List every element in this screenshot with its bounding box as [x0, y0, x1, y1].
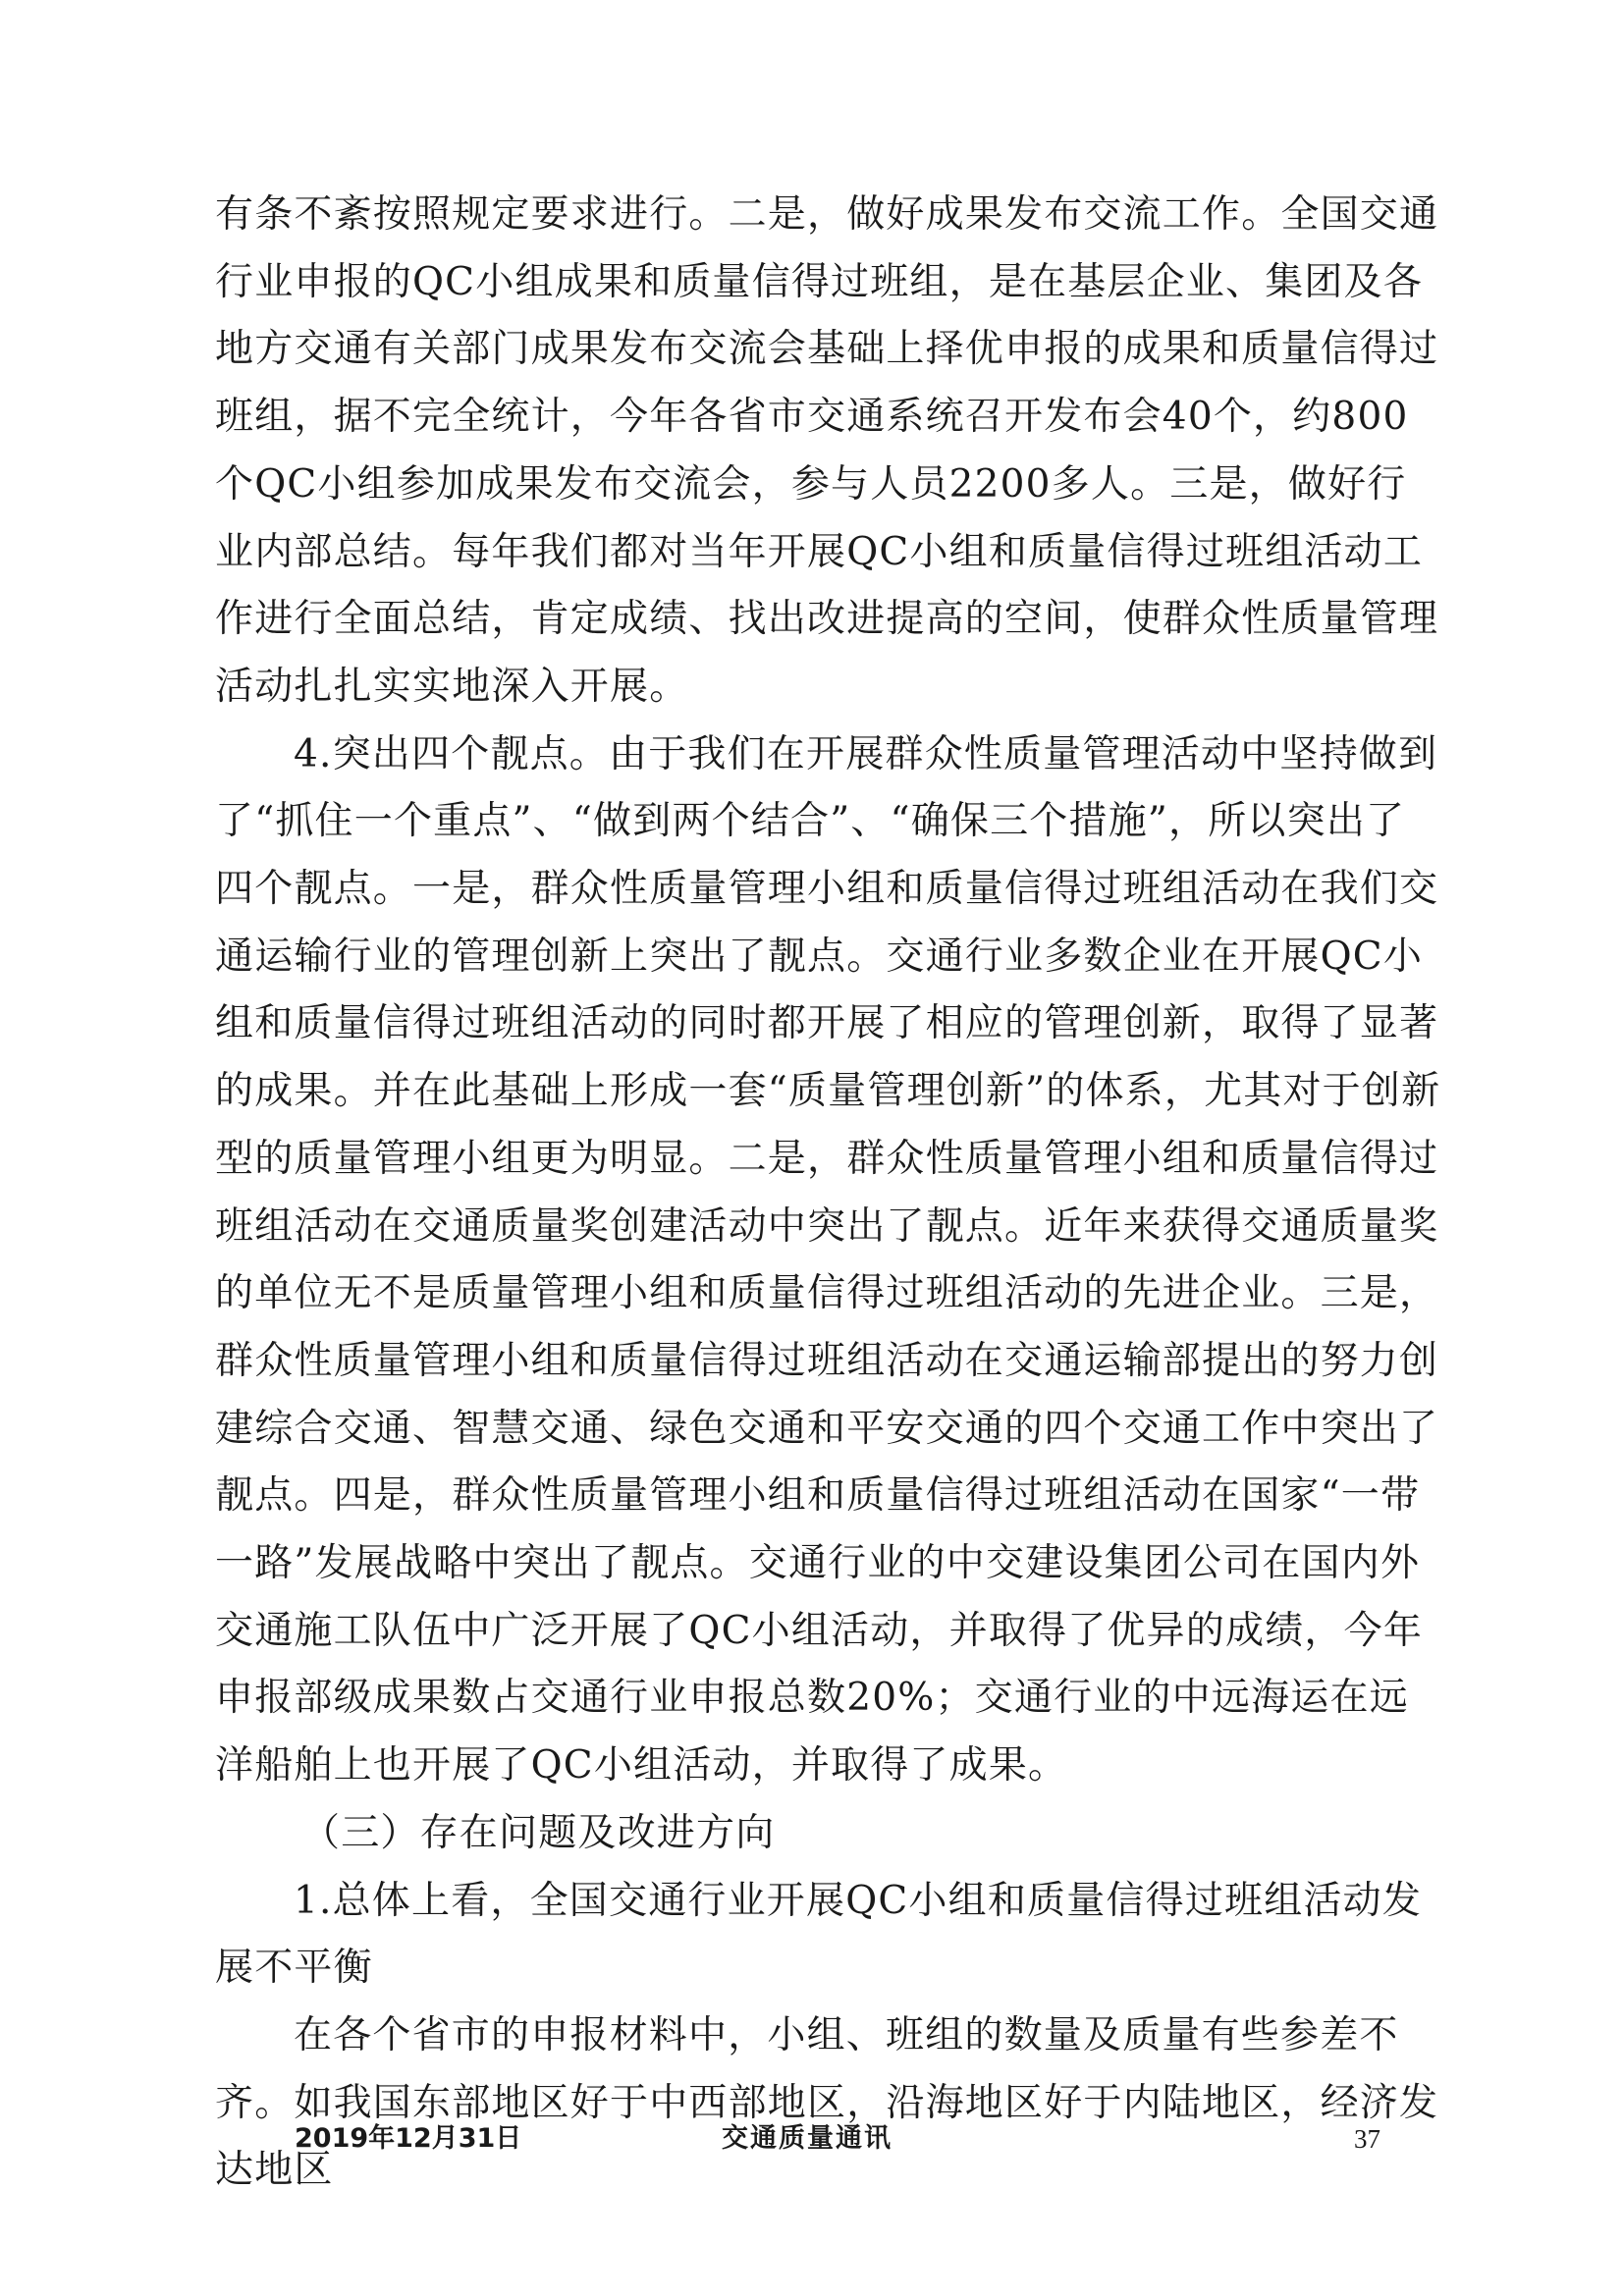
section-heading-problems: （三）存在问题及改进方向 — [301, 1810, 776, 1855]
footer-publication-title: 交通质量通讯 — [722, 2123, 893, 2154]
paragraph-subheading-imbalance: 1.总体上看，全国交通行业开展QC小组和质量信得过班组活动发展不平衡 — [215, 1878, 1423, 1991]
paragraph-four-highlights: 4.突出四个靓点。由于我们在开展群众性质量管理活动中坚持做到了“抓住一个重点”、“做到两个结合”、“确保三个措施”，所以突出了四个靓点。一是，群众性质量管理小组和质量信得过班组活动在我们交通运输行业的管理创新上突出了靓点。交通行业多数企业在开展QC小组和质量信得过班组活动的同时都开展了相应的管理创新，取得了显著的成果。并在此基础上形成一套“质量管理创新”的体系，尤其对于创新型的质量管理小组更为明显。二是，群众性质量管理小组和质量信得过班组活动在交通质量奖创建活动中突出了靓点。近年来获得交通质量奖的单位无不是质量管理小组和质量信得过班组活动的先进企业。三是，群众性质量管理小组和质量信得过班组活动在交通运输部提出的努力创建综合交通、智慧交通、绿色交通和平安交通的四个交通工作中突出了靓点。四是，群众性质量管理小组和质量信得过班组活动在国家“一带一路”发展战略中突出了靓点。交通行业的中交建设集团公司在国内外交通施工队伍中广泛开展了QC小组活动，并取得了优异的成绩，今年申报部级成果数占交通行业申报总数20%；交通行业的中远海运在远洋船舶上也开展了QC小组活动，并取得了成果。 — [215, 731, 1441, 1789]
body-text — [215, 182, 1442, 2205]
paragraph-continuation: 有条不紊按照规定要求进行。二是，做好成果发布交流工作。全国交通行业申报的QC小组成果和质量信得过班组，是在基层企业、集团及各地方交通有关部门成果发布交流会基础上择优申报的成果和质量信得过班组，据不完全统计，今年各省市交通系统召开发布会40个，约800个QC小组参加成果发布交流会，参与人员2200多人。三是，做好行业内部总结。每年我们都对当年开展QC小组和质量信得过班组活动工作进行全面总结，肯定成绩、找出改进提高的空间，使群众性质量管理活动扎扎实实地深入开展。 — [215, 192, 1439, 709]
footer-date: 2019年12月31日 — [295, 2123, 522, 2154]
paragraph-regional-differences: 在各个省市的申报材料中，小组、班组的数量及质量有些参差不齐。如我国东部地区好于中西部地区，沿海地区好于内陆地区，经济发达地区 — [215, 2012, 1439, 2193]
page-number: 37 — [1354, 2124, 1380, 2154]
